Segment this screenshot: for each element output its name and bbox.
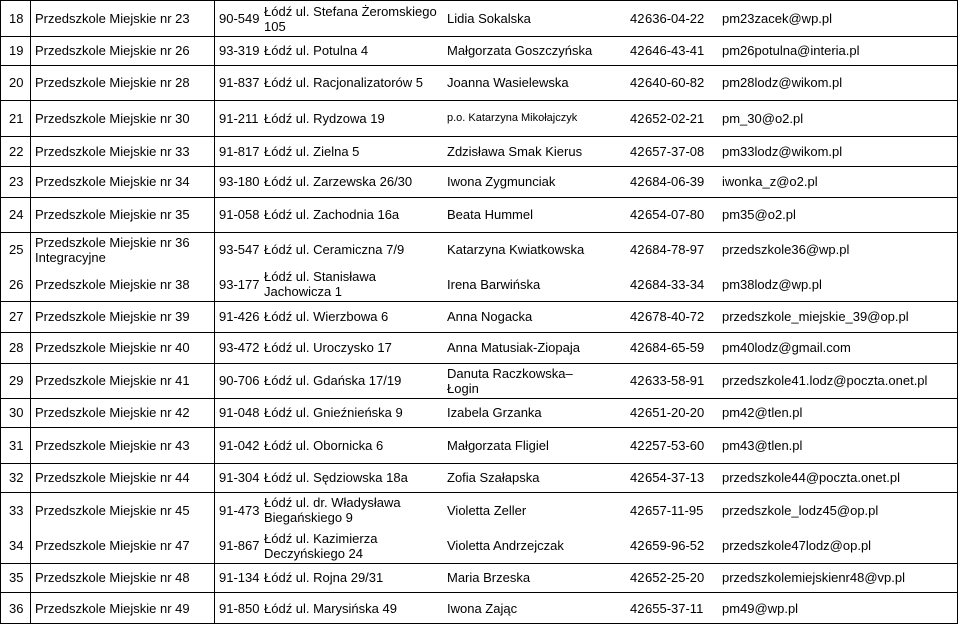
address: Łódź ul. Marysińska 49 bbox=[264, 600, 397, 616]
email: pm40lodz@gmail.com bbox=[722, 340, 851, 355]
table-row bbox=[1, 65, 957, 101]
kindergarten-name: Przedszkole Miejskie nr 28 bbox=[35, 75, 190, 90]
address: Łódź ul. Obornicka 6 bbox=[264, 437, 384, 453]
email: pm43@tlen.pl bbox=[722, 437, 803, 453]
table-row bbox=[1, 267, 957, 302]
row-number: 23 bbox=[9, 174, 24, 189]
row-number: 18 bbox=[9, 11, 24, 26]
kindergarten-name: Przedszkole Miejskie nr 38 bbox=[35, 276, 190, 292]
email: pm_30@o2.pl bbox=[722, 110, 804, 126]
postal-code: 91-817 bbox=[219, 143, 260, 159]
row-number: 20 bbox=[9, 75, 24, 90]
phone: 655-37-11 bbox=[645, 600, 704, 616]
table-row bbox=[1, 100, 957, 137]
kindergarten-name: Przedszkole Miejskie nr 49 bbox=[35, 600, 190, 616]
address: Łódź ul. Sędziowska 18a bbox=[264, 470, 408, 485]
director: Małgorzata Goszczyńska bbox=[447, 43, 593, 58]
kindergarten-name: Przedszkole Miejskie nr 23 bbox=[35, 11, 190, 26]
postal-code: 90-706 bbox=[219, 373, 260, 388]
row-number: 25 bbox=[9, 242, 24, 257]
table-row bbox=[1, 492, 957, 528]
kindergarten-name: Przedszkole Miejskie nr 42 bbox=[35, 405, 190, 420]
phone: 684-78-97 bbox=[645, 242, 705, 257]
address: Łódź ul. Stefana Żeromskiego 105 bbox=[264, 3, 437, 34]
postal-code: 90-549 bbox=[219, 11, 260, 26]
row-number: 34 bbox=[9, 538, 24, 553]
kindergarten-name: Przedszkole Miejskie nr 48 bbox=[35, 570, 190, 585]
address: Łódź ul. Kazimierza Deczyńskiego 24 bbox=[264, 530, 378, 561]
postal-code: 93-319 bbox=[219, 43, 260, 58]
director: p.o. Katarzyna Mikołajczyk bbox=[447, 111, 578, 124]
address: Łódź ul. Stanisława Jachowicza 1 bbox=[264, 269, 377, 299]
area-code: 42 bbox=[630, 242, 645, 257]
email: przedszkole36@wp.pl bbox=[722, 242, 850, 257]
area-code: 42 bbox=[630, 276, 645, 292]
phone: 646-43-41 bbox=[645, 43, 705, 58]
address: Łódź ul. Racjonalizatorów 5 bbox=[264, 75, 423, 90]
column-divider bbox=[957, 1, 958, 623]
address: Łódź ul. Rydzowa 19 bbox=[264, 110, 385, 126]
address: Łódź ul. dr. Władysława Biegańskiego 9 bbox=[264, 495, 401, 525]
phone: 652-02-21 bbox=[645, 110, 705, 126]
row-number: 36 bbox=[9, 600, 24, 616]
address: Łódź ul. Zarzewska 26/30 bbox=[264, 174, 413, 189]
address: Łódź ul. Wierzbowa 6 bbox=[264, 309, 389, 324]
postal-code: 91-473 bbox=[219, 502, 260, 518]
director: Izabela Grzanka bbox=[447, 405, 542, 420]
director: Iwona Zygmunciak bbox=[447, 174, 556, 189]
table-row bbox=[1, 1, 957, 37]
postal-code: 93-547 bbox=[219, 242, 260, 257]
row-number: 33 bbox=[9, 502, 24, 518]
address: Łódź ul. Potulna 4 bbox=[264, 43, 369, 58]
kindergarten-name: Przedszkole Miejskie nr 35 bbox=[35, 207, 190, 222]
table-row bbox=[1, 166, 957, 198]
kindergarten-name: Przedszkole Miejskie nr 26 bbox=[35, 43, 190, 58]
director: Zdzisława Smak Kierus bbox=[447, 143, 583, 159]
postal-code: 91-042 bbox=[219, 437, 260, 453]
table-row bbox=[1, 592, 957, 624]
phone: 657-11-95 bbox=[645, 502, 704, 518]
kindergarten-name: Przedszkole Miejskie nr 39 bbox=[35, 309, 190, 324]
phone: 654-37-13 bbox=[645, 470, 705, 485]
row-number: 26 bbox=[9, 276, 24, 292]
area-code: 42 bbox=[630, 309, 645, 324]
director: Irena Barwińska bbox=[447, 276, 541, 292]
row-number: 35 bbox=[9, 570, 24, 585]
email: pm23zacek@wp.pl bbox=[722, 11, 833, 26]
phone: 257-53-60 bbox=[645, 437, 705, 453]
email: pm28lodz@wikom.pl bbox=[722, 75, 843, 90]
kindergarten-name: Przedszkole Miejskie nr 40 bbox=[35, 340, 190, 355]
row-number: 24 bbox=[9, 207, 24, 222]
area-code: 42 bbox=[630, 538, 645, 553]
phone: 651-20-20 bbox=[645, 405, 705, 420]
area-code: 42 bbox=[630, 570, 645, 585]
table-row bbox=[1, 332, 957, 364]
phone: 657-37-08 bbox=[645, 143, 705, 159]
director: Anna Nogacka bbox=[447, 309, 533, 324]
email: przedszkole41.lodz@poczta.onet.pl bbox=[722, 373, 928, 388]
row-number: 21 bbox=[9, 110, 24, 126]
kindergarten-name: Przedszkole Miejskie nr 30 bbox=[35, 110, 190, 126]
kindergarten-name: Przedszkole Miejskie nr 47 bbox=[35, 538, 190, 553]
table-row bbox=[1, 36, 957, 66]
phone: 684-33-34 bbox=[645, 276, 705, 292]
address: Łódź ul. Zielna 5 bbox=[264, 143, 360, 159]
address: Łódź ul. Ceramiczna 7/9 bbox=[264, 242, 405, 257]
row-number: 28 bbox=[9, 340, 24, 355]
director: Danuta Raczkowska– Łogin bbox=[447, 365, 573, 396]
kindergarten-name: Przedszkole Miejskie nr 41 bbox=[35, 373, 190, 388]
table-row bbox=[1, 232, 957, 267]
row-number: 30 bbox=[9, 405, 24, 420]
phone: 654-07-80 bbox=[645, 207, 705, 222]
director: Zofia Szałapska bbox=[447, 470, 540, 485]
area-code: 42 bbox=[630, 174, 645, 189]
email: pm26potulna@interia.pl bbox=[722, 43, 860, 58]
email: pm33lodz@wikom.pl bbox=[722, 143, 843, 159]
phone: 684-06-39 bbox=[645, 174, 705, 189]
director: Beata Hummel bbox=[447, 207, 533, 222]
postal-code: 93-472 bbox=[219, 340, 260, 355]
phone: 633-58-91 bbox=[645, 373, 705, 388]
table-row bbox=[1, 563, 957, 593]
postal-code: 91-850 bbox=[219, 600, 260, 616]
table-row bbox=[1, 463, 957, 493]
area-code: 42 bbox=[630, 75, 645, 90]
director: Katarzyna Kwiatkowska bbox=[447, 242, 585, 257]
email: pm49@wp.pl bbox=[722, 600, 799, 616]
director: Maria Brzeska bbox=[447, 570, 531, 585]
address: Łódź ul. Zachodnia 16a bbox=[264, 207, 400, 222]
kindergarten-name: Przedszkole Miejskie nr 44 bbox=[35, 470, 190, 485]
phone: 652-25-20 bbox=[645, 570, 705, 585]
postal-code: 91-426 bbox=[219, 309, 260, 324]
email: pm35@o2.pl bbox=[722, 207, 796, 222]
area-code: 42 bbox=[630, 43, 645, 58]
director: Anna Matusiak-Ziopaja bbox=[447, 340, 580, 355]
table-row bbox=[1, 363, 957, 399]
email: iwonka_z@o2.pl bbox=[722, 174, 818, 189]
director: Lidia Sokalska bbox=[447, 11, 531, 26]
table-row bbox=[1, 301, 957, 333]
director: Małgorzata Fligiel bbox=[447, 437, 549, 453]
email: pm38lodz@wp.pl bbox=[722, 276, 822, 292]
kindergarten-name: Przedszkole Miejskie nr 36 Integracyjne bbox=[35, 234, 190, 265]
phone: 684-65-59 bbox=[645, 340, 705, 355]
row-number: 22 bbox=[9, 143, 24, 159]
row-number: 31 bbox=[9, 437, 24, 453]
postal-code: 91-867 bbox=[219, 538, 260, 553]
director: Violetta Andrzejczak bbox=[447, 538, 564, 553]
postal-code: 91-304 bbox=[219, 470, 260, 485]
director: Iwona Zając bbox=[447, 600, 518, 616]
address: Łódź ul. Gnieźnieńska 9 bbox=[264, 405, 403, 420]
postal-code: 91-837 bbox=[219, 75, 260, 90]
row-number: 19 bbox=[9, 43, 24, 58]
address: Łódź ul. Gdańska 17/19 bbox=[264, 373, 402, 388]
row-number: 32 bbox=[9, 470, 24, 485]
kindergarten-name: Przedszkole Miejskie nr 33 bbox=[35, 143, 190, 159]
director: Violetta Zeller bbox=[447, 502, 527, 518]
email: przedszkole44@poczta.onet.pl bbox=[722, 470, 900, 485]
area-code: 42 bbox=[630, 143, 645, 159]
email: przedszkole47lodz@op.pl bbox=[722, 538, 872, 553]
email: pm42@tlen.pl bbox=[722, 405, 803, 420]
area-code: 42 bbox=[630, 11, 645, 26]
table-row bbox=[1, 136, 957, 167]
table-row bbox=[1, 197, 957, 233]
area-code: 42 bbox=[630, 373, 645, 388]
postal-code: 93-177 bbox=[219, 276, 260, 292]
table-row bbox=[1, 427, 957, 464]
kindergarten-name: Przedszkole Miejskie nr 43 bbox=[35, 437, 190, 453]
area-code: 42 bbox=[630, 110, 645, 126]
postal-code: 91-048 bbox=[219, 405, 260, 420]
row-number: 29 bbox=[9, 373, 24, 388]
phone: 678-40-72 bbox=[645, 309, 705, 324]
row-number: 27 bbox=[9, 309, 24, 324]
postal-code: 91-211 bbox=[219, 110, 259, 126]
email: przedszkolemiejskienr48@vp.pl bbox=[722, 570, 905, 585]
kindergarten-name: Przedszkole Miejskie nr 34 bbox=[35, 174, 190, 189]
address: Łódź ul. Rojna 29/31 bbox=[264, 570, 384, 585]
postal-code: 91-134 bbox=[219, 570, 260, 585]
phone: 636-04-22 bbox=[645, 11, 705, 26]
address: Łódź ul. Uroczysko 17 bbox=[264, 340, 392, 355]
email: przedszkole_miejskie_39@op.pl bbox=[722, 309, 909, 324]
area-code: 42 bbox=[630, 502, 645, 518]
area-code: 42 bbox=[630, 340, 645, 355]
director: Joanna Wasielewska bbox=[447, 75, 569, 90]
table-row bbox=[1, 528, 957, 564]
table-row bbox=[1, 398, 957, 428]
area-code: 42 bbox=[630, 600, 645, 616]
postal-code: 91-058 bbox=[219, 207, 260, 222]
postal-code: 93-180 bbox=[219, 174, 260, 189]
kindergarten-name: Przedszkole Miejskie nr 45 bbox=[35, 502, 190, 518]
area-code: 42 bbox=[630, 437, 645, 453]
phone: 659-96-52 bbox=[645, 538, 705, 553]
phone: 640-60-82 bbox=[645, 75, 705, 90]
area-code: 42 bbox=[630, 470, 645, 485]
area-code: 42 bbox=[630, 207, 645, 222]
email: przedszkole_lodz45@op.pl bbox=[722, 502, 879, 518]
area-code: 42 bbox=[630, 405, 645, 420]
